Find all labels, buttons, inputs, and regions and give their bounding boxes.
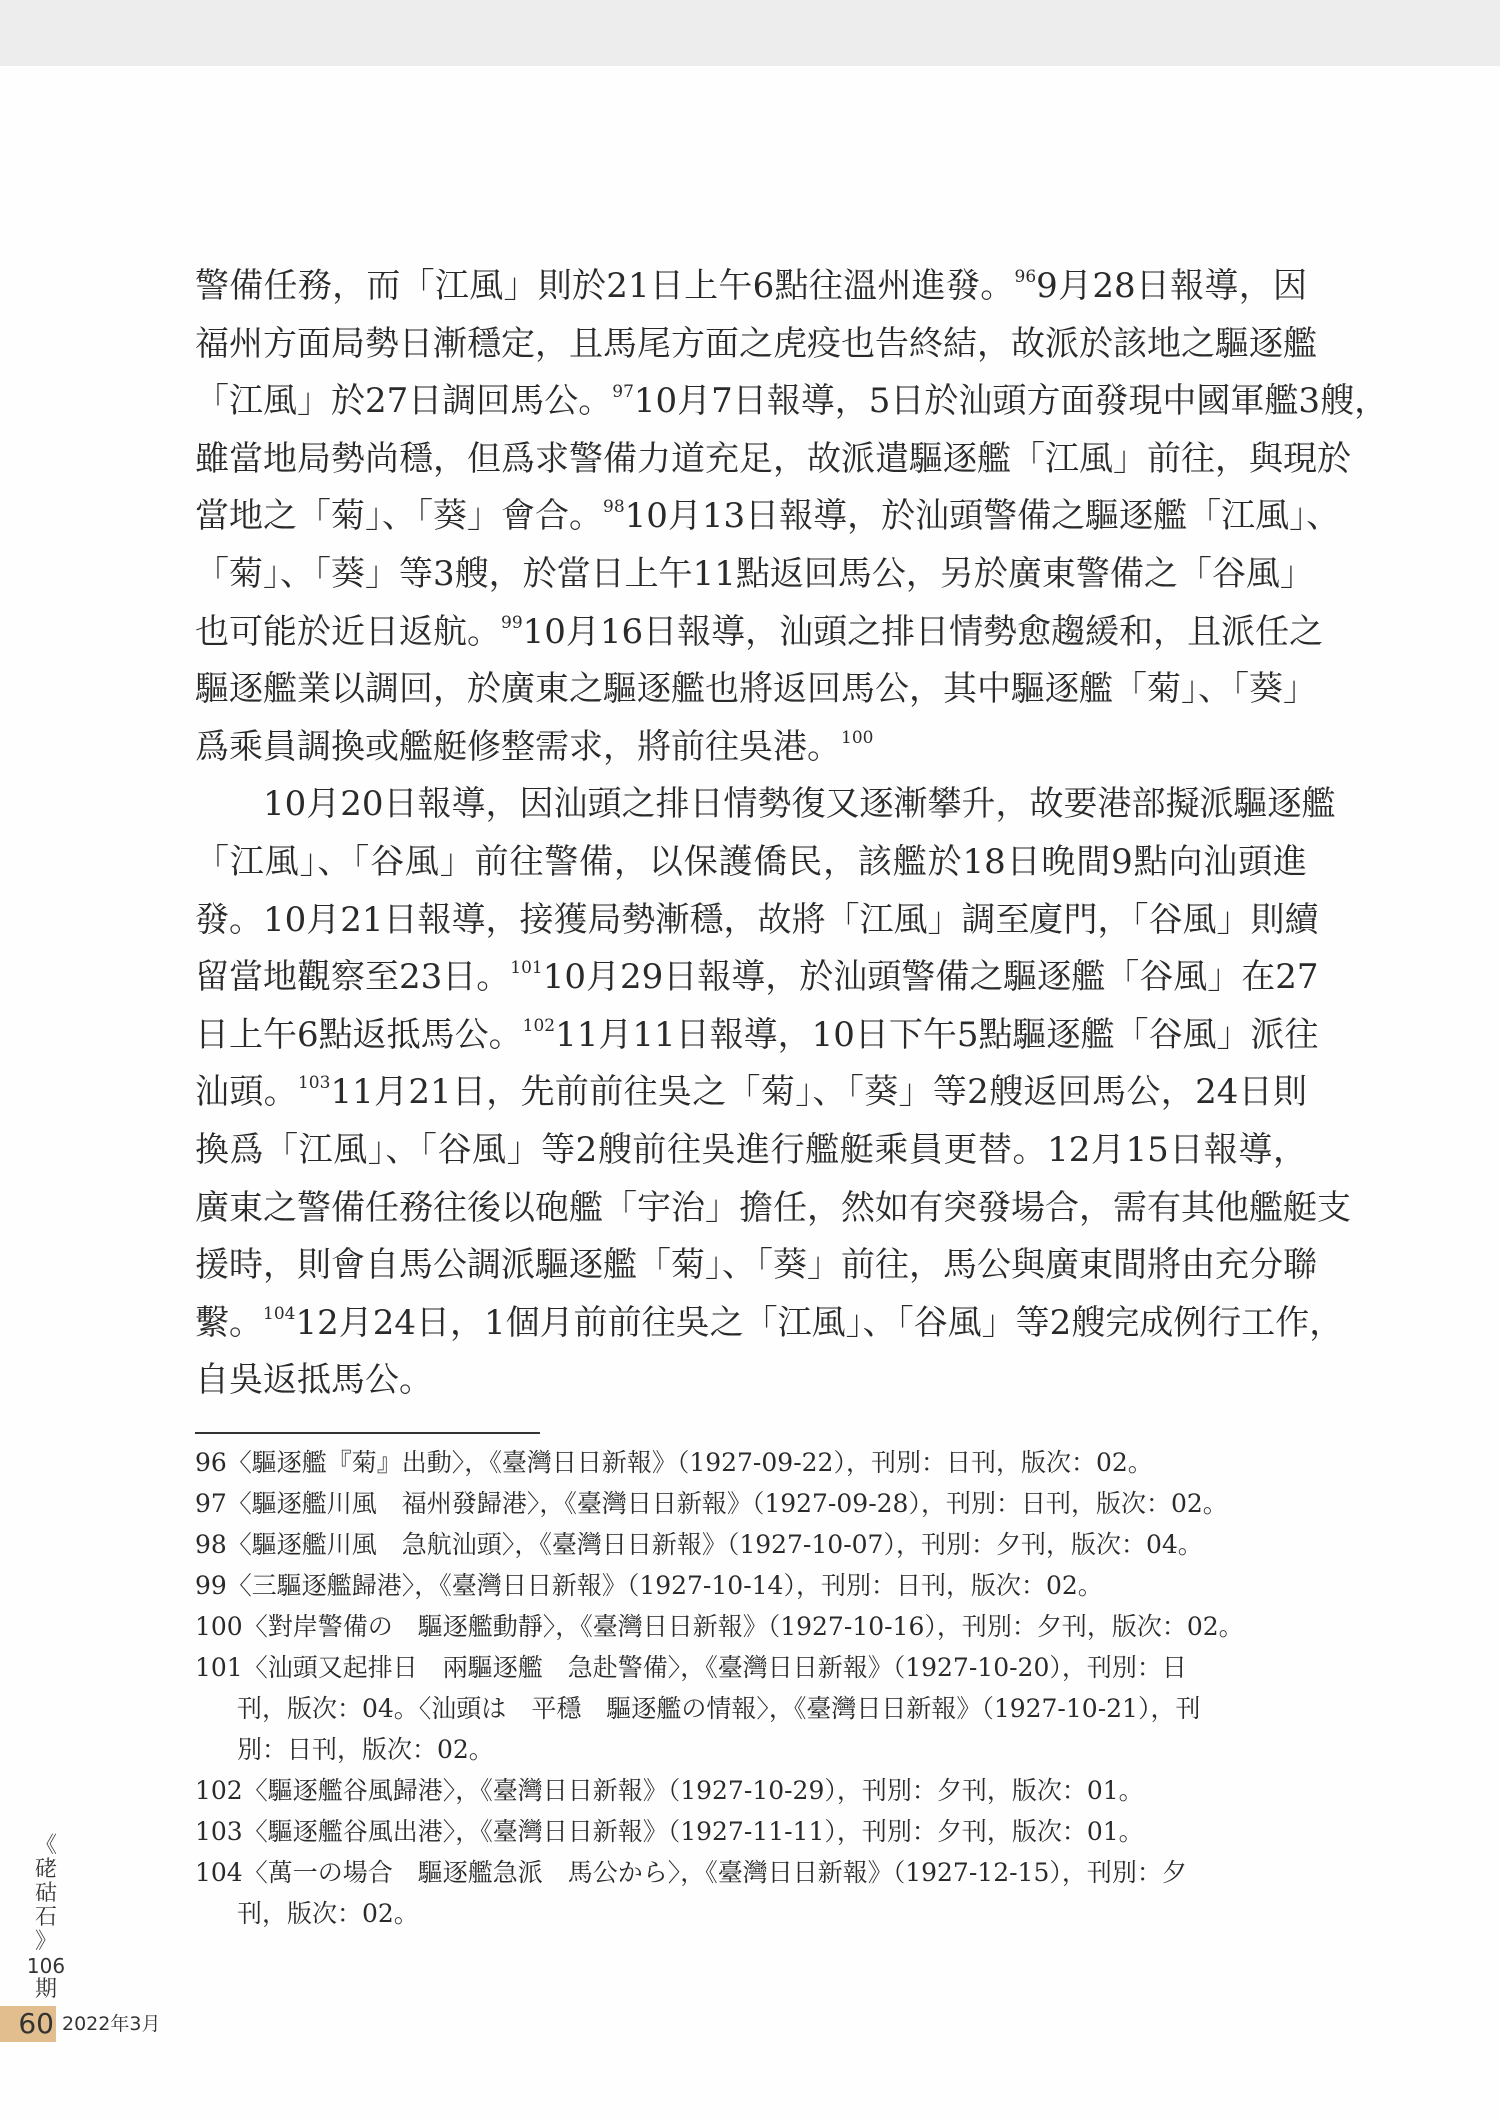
text-line xyxy=(195,719,1307,777)
journal-title-char: 𥑮 xyxy=(34,1881,57,1906)
text-segment: 留當地觀察至23日。 xyxy=(195,957,511,998)
text-segment: 換爲「江風」、「谷風」等2艘前往吳進行艦艇乘員更替。12月15日報導， xyxy=(195,1129,1307,1170)
text-segment: 10月7日報導，5日於汕頭方面發現中國軍艦3艘， xyxy=(633,381,1389,422)
footnote-line: 102〈驅逐艦谷風歸港〉，《臺灣日日新報》（1927-10-29），刊別：夕刊，版次：01。 xyxy=(195,1776,1144,1805)
footnote-marker: 99 xyxy=(501,612,523,633)
text-segment: 11月11日報導，10日下午5點驅逐艦「谷風」派往 xyxy=(555,1014,1319,1055)
text-segment: 警備任務，而「江風」則於21日上午6點往溫州進發。 xyxy=(195,266,1015,306)
text-segment: 10月16日報導，汕頭之排日情勢愈趨緩和，且派任之 xyxy=(522,611,1324,652)
text-segment: 廣東之警備任務往後以砲艦「宇治」擔任，然如有突發場合，需有其他艦艇支 xyxy=(195,1187,1351,1228)
text-segment: 雖當地局勢尚穩，但爲求警備力道充足，故派遣驅逐艦「江風」前往，與現於 xyxy=(195,438,1351,479)
footnote-line: 刊，版次：04。〈汕頭は 平穩 驅逐艦の情報〉，《臺灣日日新報》（1927-10-21），刊 xyxy=(237,1694,1201,1723)
footnote-line: 103〈驅逐艦谷風出港〉，《臺灣日日新報》（1927-11-11），刊別：夕刊，版次：01。 xyxy=(195,1817,1144,1846)
journal-title-char: 《 xyxy=(34,1833,57,1858)
footnote-marker: 103 xyxy=(297,1073,331,1094)
text-line xyxy=(195,776,1336,834)
text-line xyxy=(195,431,1351,489)
text-line xyxy=(195,949,1319,1007)
footnote-divider xyxy=(195,1432,540,1434)
text-segment: 「菊」、「葵」等3艘，於當日上午11點返回馬公，另於廣東警備之「谷風」 xyxy=(195,553,1314,594)
footnote-line: 100〈對岸警備の 驅逐艦動靜〉，《臺灣日日新報》（1927-10-16），刊別：夕刊，版次：02。 xyxy=(195,1612,1244,1641)
footnotes xyxy=(195,1442,1307,1934)
footnote-line: 別：日刊，版次：02。 xyxy=(237,1735,494,1764)
footnote-marker: 97 xyxy=(612,382,634,403)
footnote-line: 96〈驅逐艦『菊』出動〉，《臺灣日日新報》（1927-09-22），刊別：日刊，版次：02。 xyxy=(195,1448,1153,1477)
text-line xyxy=(195,546,1314,604)
journal-title-char: 硓 xyxy=(34,1857,57,1882)
footnote-line: 98〈驅逐艦川風 急航汕頭〉，《臺灣日日新報》（1927-10-07），刊別：夕刊，版次：04。 xyxy=(195,1530,1203,1559)
text-line xyxy=(195,1352,1307,1410)
text-segment: 爲乘員調換或艦艇修整需求，將前往吳港。 xyxy=(195,726,841,767)
text-line xyxy=(195,316,1317,374)
footnote-marker: 100 xyxy=(841,727,874,748)
footnote-marker: 98 xyxy=(603,497,625,518)
footnote-marker: 96 xyxy=(1014,267,1037,287)
journal-title-char: 》 xyxy=(34,1929,57,1954)
text-segment: 援時，則會自馬公調派驅逐艦「菊」、「葵」前往，馬公與廣東間將由充分聯 xyxy=(195,1245,1317,1286)
text-segment: 10月13日報導，於汕頭警備之驅逐艦「江風」、 xyxy=(624,496,1341,537)
footnote-line: 99〈三驅逐艦歸港〉，《臺灣日日新報》（1927-10-14），刊別：日刊，版次：02。 xyxy=(195,1571,1103,1600)
text-segment: 繫。 xyxy=(195,1302,263,1343)
text-line xyxy=(195,373,1389,431)
text-line xyxy=(195,892,1319,950)
text-line xyxy=(195,1007,1319,1065)
footnote-line: 97〈驅逐艦川風 福州發歸港〉，《臺灣日日新報》（1927-09-28），刊別：日刊，版次：02。 xyxy=(195,1489,1228,1518)
journal-title-char: 石 xyxy=(34,1905,57,1930)
text-line xyxy=(195,604,1324,662)
text-line xyxy=(195,488,1341,546)
text-line xyxy=(195,661,1317,719)
body-text xyxy=(195,258,1389,1410)
text-segment: 福州方面局勢日漸穩定，且馬尾方面之虎疫也告終結，故派於該地之驅逐艦 xyxy=(195,323,1317,364)
text-segment: 9月28日報導，因 xyxy=(1036,266,1307,306)
issue-number: 106 xyxy=(26,1954,66,1978)
text-line xyxy=(195,1064,1307,1122)
text-segment: 發。10月21日報導，接獲局勢漸穩，故將「江風」調至廈門，「谷風」則續 xyxy=(195,899,1319,940)
footnote-line: 104〈萬一の場合 驅逐艦急派 馬公から〉，《臺灣日日新報》（1927-12-15），刊別：夕 xyxy=(195,1858,1187,1887)
journal-margin-label xyxy=(26,1834,66,2002)
text-line xyxy=(195,1180,1351,1238)
text-line xyxy=(195,1237,1317,1295)
text-segment: 自吳返抵馬公。 xyxy=(195,1360,433,1401)
scan-top-band xyxy=(0,0,1500,66)
footnote-line: 101〈汕頭又起排日 兩驅逐艦 急赴警備〉，《臺灣日日新報》（1927-10-20），刊別：日 xyxy=(195,1653,1187,1682)
footnote-marker: 104 xyxy=(263,1303,296,1324)
text-segment: 「江風」、「谷風」前往警備，以保護僑民，該艦於18日晚間9點向汕頭進 xyxy=(195,841,1307,882)
text-segment: 10月20日報導，因汕頭之排日情勢復又逐漸攀升，故要港部擬派驅逐艦 xyxy=(263,784,1336,825)
text-segment: 10月29日報導，於汕頭警備之驅逐艦「谷風」在27 xyxy=(542,957,1319,998)
text-line xyxy=(195,1295,1344,1353)
text-segment: 11月21日，先前前往吳之「菊」、「葵」等2艘返回馬公，24日則 xyxy=(330,1072,1308,1113)
footnote-marker: 101 xyxy=(510,958,543,979)
text-line xyxy=(195,258,1307,316)
text-segment: 日上午6點返抵馬公。 xyxy=(195,1014,523,1055)
text-line xyxy=(195,1122,1307,1180)
page-number: 60 xyxy=(0,2006,56,2042)
issue-suffix: 期 xyxy=(34,1977,57,2002)
footnote-line: 刊，版次：02。 xyxy=(237,1899,419,1928)
text-line xyxy=(195,834,1307,892)
text-segment: 驅逐艦業以調回，於廣東之驅逐艦也將返回馬公，其中驅逐艦「菊」、「葵」 xyxy=(195,669,1317,710)
text-segment: 12月24日，1個月前前往吳之「江風」、「谷風」等2艘完成例行工作， xyxy=(295,1302,1344,1343)
text-segment: 「江風」於27日調回馬公。 xyxy=(195,381,613,422)
text-segment: 也可能於近日返航。 xyxy=(195,611,501,652)
text-segment: 當地之「菊」、「葵」會合。 xyxy=(195,496,603,537)
footnote-marker: 102 xyxy=(522,1015,556,1036)
issue-date: 2022年3月 xyxy=(62,2013,161,2035)
text-segment: 汕頭。 xyxy=(195,1072,298,1113)
